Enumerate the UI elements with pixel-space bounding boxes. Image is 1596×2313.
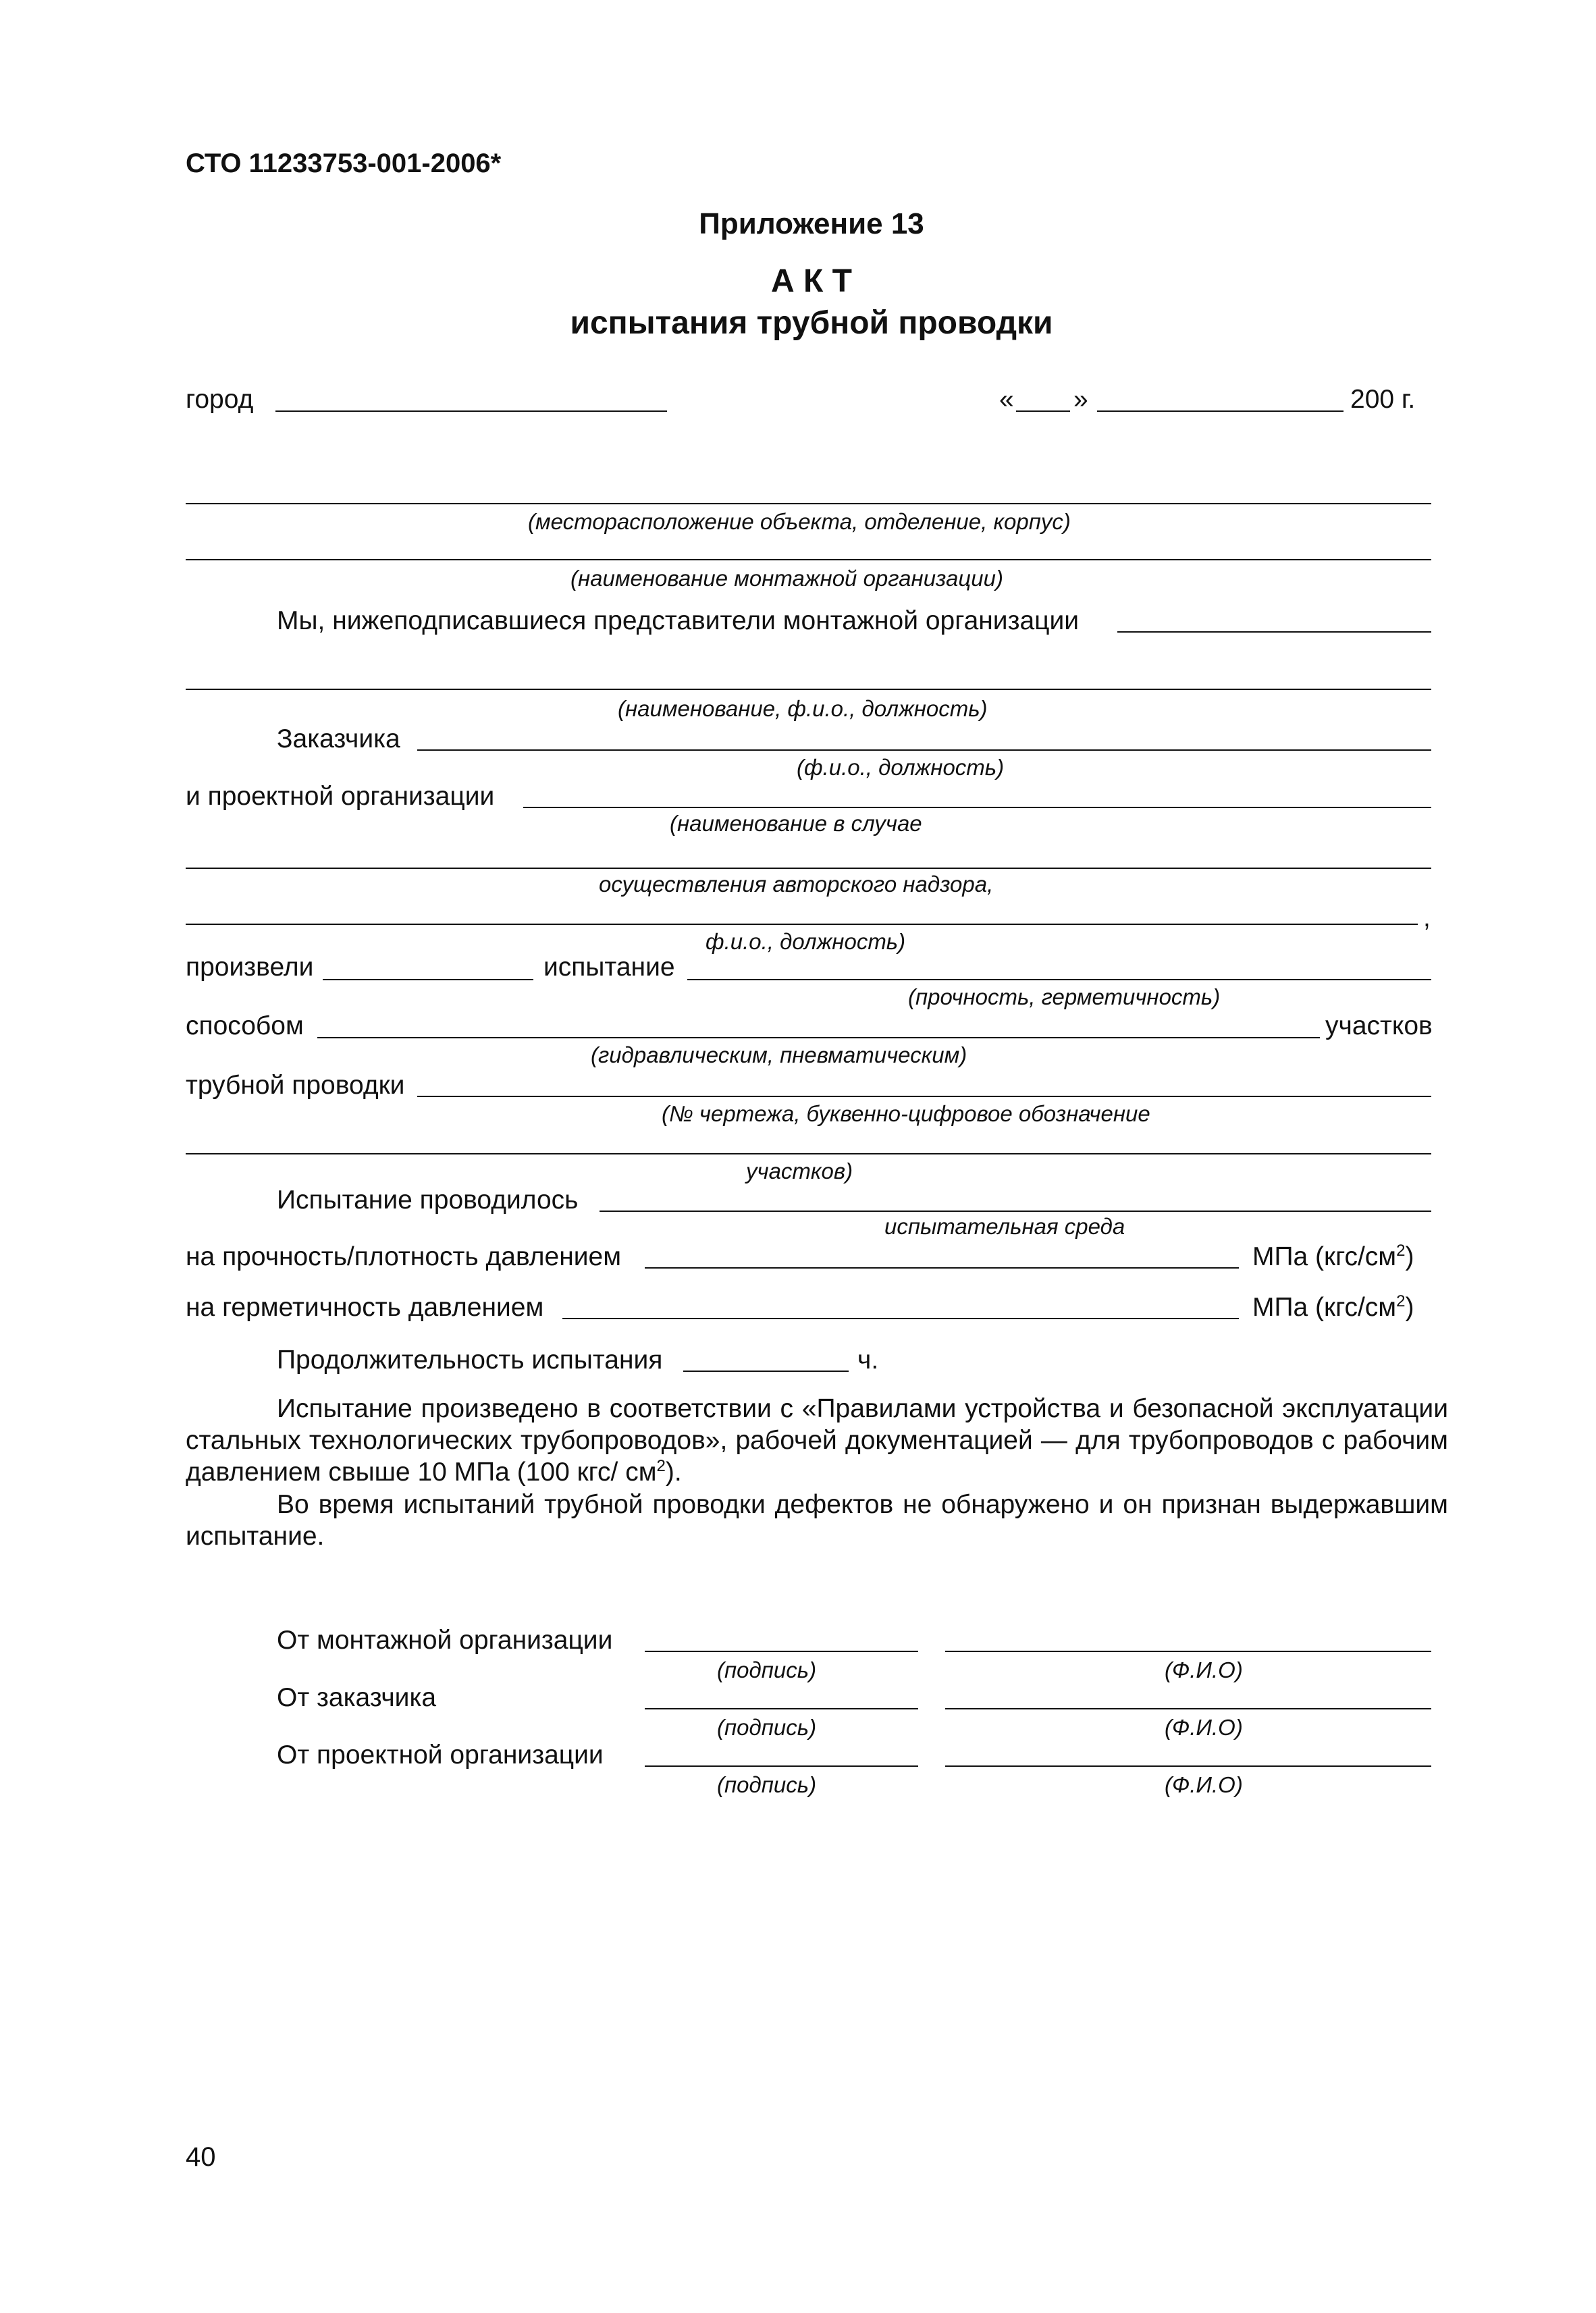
drawing-no-caption: (№ чертежа, буквенно-цифровое обозначение: [662, 1101, 1150, 1126]
customer-field[interactable]: [417, 749, 1431, 751]
signature-caption-install: (подпись): [717, 1657, 817, 1682]
test-conducted-label: Испытание проводилось: [277, 1186, 579, 1215]
signature-caption-customer: (подпись): [717, 1715, 817, 1740]
month-field[interactable]: [1097, 410, 1344, 412]
method-field[interactable]: [317, 1037, 1320, 1038]
compliance-exponent: 2: [656, 1457, 666, 1475]
strength-pressure-unit: [1252, 1244, 1414, 1270]
day-field[interactable]: [1016, 410, 1070, 412]
tightness-pressure-label: на герметичность давлением: [186, 1293, 544, 1322]
pipe-wiring-field-2[interactable]: [186, 1153, 1431, 1154]
design-org-field-2[interactable]: [186, 868, 1431, 869]
test-type-field[interactable]: [687, 979, 1431, 980]
city-label: город: [186, 385, 254, 414]
unit-exponent: 2: [1396, 1292, 1406, 1310]
date-quote-close: »: [1073, 385, 1088, 414]
unit-suffix: ): [1405, 1293, 1414, 1322]
duration-label: Продолжительность испытания: [277, 1346, 663, 1375]
hydraulic-pneumatic-caption: (гидравлическим, пневматическим): [591, 1042, 967, 1067]
design-org-field-3[interactable]: [186, 924, 1418, 925]
fio-post-end-caption: ф.и.о., должность): [706, 929, 906, 954]
compliance-text: Испытание произведено в соответствии с «Правилами устройства и безопасной эксплуатации стальных технологических трубопроводов», рабочей документацией — для трубопроводов с рабочим давлением свыше 10 МПа (100 кгс/ см: [186, 1394, 1448, 1487]
comma-mark: ,: [1423, 903, 1431, 932]
signature-label-install: От монтажной организации: [277, 1626, 613, 1655]
fio-caption-install: (Ф.И.О): [1165, 1657, 1243, 1682]
fio-caption-design: (Ф.И.О): [1165, 1772, 1243, 1797]
signature-caption-design: (подпись): [717, 1772, 817, 1797]
compliance-text-end: ).: [665, 1458, 682, 1487]
sections-label: участков: [1325, 1011, 1433, 1040]
performed-label: произвели: [186, 953, 314, 982]
customer-label: Заказчика: [277, 724, 400, 753]
signature-label-design: От проектной организации: [277, 1740, 604, 1770]
act-title: А К Т: [771, 263, 852, 299]
fio-caption-customer: (Ф.И.О): [1165, 1715, 1243, 1740]
result-text: Во время испытаний трубной проводки дефектов не обнаружено и он признан выдержавшим испытание.: [186, 1490, 1448, 1551]
signature-label-customer: От заказчика: [277, 1683, 437, 1712]
pipe-wiring-field[interactable]: [417, 1096, 1431, 1097]
act-subtitle: испытания трубной проводки: [570, 305, 1053, 341]
location-field[interactable]: [186, 503, 1431, 504]
duration-field[interactable]: [683, 1371, 849, 1372]
install-org-field[interactable]: [186, 559, 1431, 560]
location-caption: (месторасположение объекта, отделение, корпус): [528, 509, 1071, 534]
strength-tightness-caption: (прочность, герметичность): [908, 984, 1221, 1009]
strength-pressure-label: на прочность/плотность давлением: [186, 1242, 622, 1271]
fio-field-design[interactable]: [945, 1765, 1431, 1767]
signature-field-customer[interactable]: [645, 1708, 918, 1709]
name-in-case-caption: (наименование в случае: [670, 811, 922, 836]
test-medium-field[interactable]: [600, 1211, 1431, 1212]
fio-field-install[interactable]: [945, 1651, 1431, 1652]
year-label: 200 г.: [1350, 385, 1416, 414]
unit-text: МПа (кгс/см: [1252, 1242, 1397, 1271]
strength-pressure-field[interactable]: [645, 1267, 1239, 1269]
signature-field-install[interactable]: [645, 1651, 918, 1652]
page-number: 40: [186, 2142, 216, 2172]
unit-text: МПа (кгс/см: [1252, 1293, 1397, 1322]
pipe-wiring-label: трубной проводки: [186, 1071, 405, 1100]
unit-exponent: 2: [1396, 1242, 1406, 1260]
compliance-paragraph: [186, 1393, 1448, 1488]
date-performed-field[interactable]: [323, 979, 533, 980]
undersigned-label: Мы, нижеподписавшиеся представители монтажной организации: [277, 606, 1080, 635]
install-reps-field[interactable]: [1117, 631, 1431, 633]
test-label: испытание: [543, 953, 675, 982]
appendix-title: Приложение 13: [699, 207, 924, 240]
install-org-caption: (наименование монтажной организации): [570, 566, 1003, 591]
design-org-label: и проектной организации: [186, 782, 495, 811]
tightness-pressure-unit: [1252, 1294, 1414, 1321]
install-reps-field-2[interactable]: [186, 689, 1431, 690]
test-medium-caption: испытательная среда: [884, 1214, 1125, 1239]
sections-end-caption: участков): [746, 1159, 853, 1184]
method-label: способом: [186, 1011, 304, 1040]
author-supervision-caption: осуществления авторского надзора,: [599, 872, 994, 897]
tightness-pressure-field[interactable]: [562, 1318, 1239, 1319]
signature-field-design[interactable]: [645, 1765, 918, 1767]
hours-label: ч.: [857, 1346, 879, 1375]
fio-field-customer[interactable]: [945, 1708, 1431, 1709]
document-code: СТО 11233753-001-2006*: [186, 149, 502, 178]
city-field[interactable]: [275, 410, 667, 412]
customer-caption: (ф.и.о., должность): [797, 755, 1005, 780]
name-fio-post-caption: (наименование, ф.и.о., должность): [618, 696, 988, 721]
result-paragraph: [186, 1489, 1448, 1552]
date-quote-open: «: [999, 385, 1014, 414]
unit-suffix: ): [1405, 1242, 1414, 1271]
design-org-field[interactable]: [523, 807, 1431, 808]
